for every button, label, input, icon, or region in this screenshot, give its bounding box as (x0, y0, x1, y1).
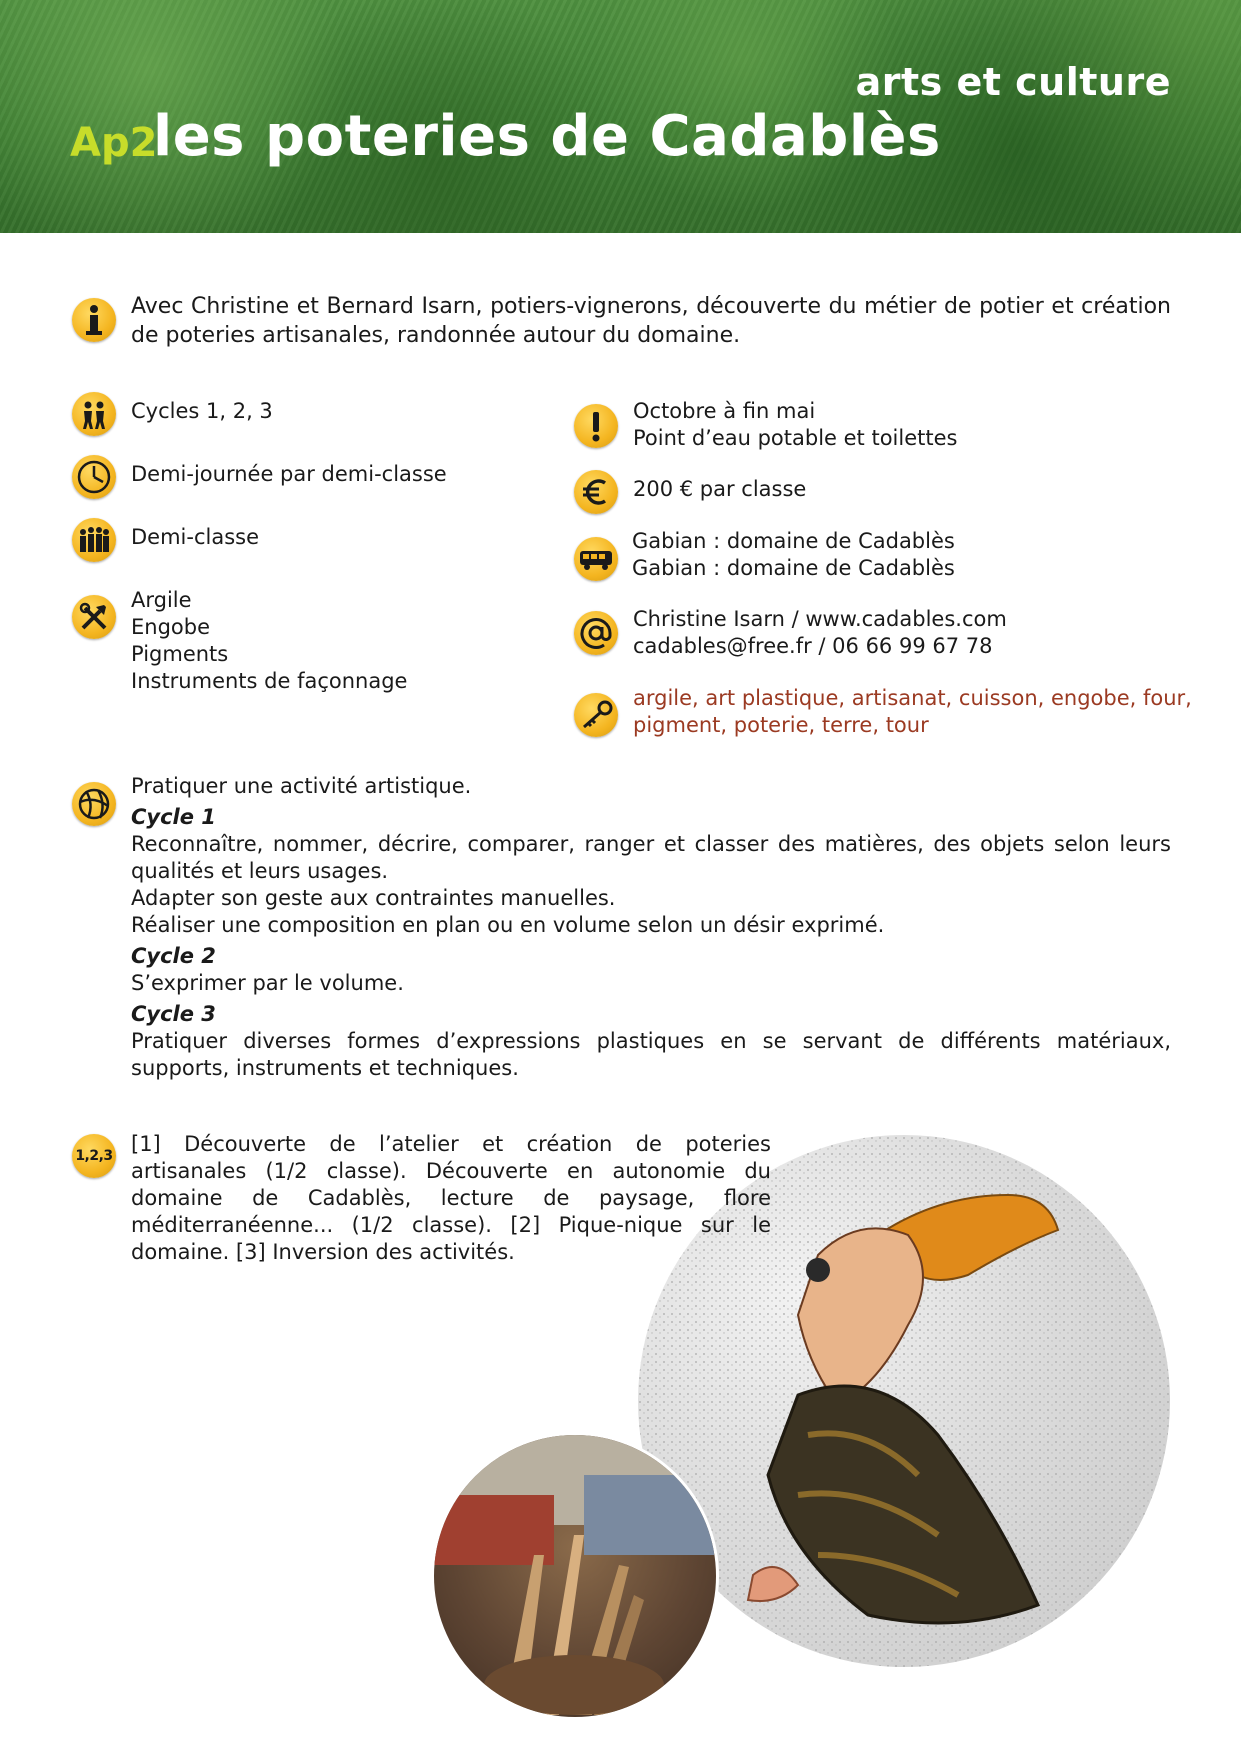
ball-icon (72, 782, 116, 826)
page-title: les poteries de Cadablès (153, 104, 941, 169)
cycle2-title: Cycle 2 (131, 944, 216, 968)
euro-icon (574, 470, 618, 514)
group-text: Demi-classe (131, 525, 260, 549)
section-tag: arts et culture (855, 60, 1171, 104)
cycle1-line: Réaliser une composition en plan ou en volume selon un désir exprimé. (131, 913, 885, 937)
cycle1-title: Cycle 1 (131, 805, 216, 829)
facilities-line: Point d’eau potable et toilettes (633, 426, 958, 450)
location-line: Gabian : domaine de Cadablès (632, 556, 955, 580)
info-icon (72, 298, 116, 342)
material-item: Engobe (131, 615, 211, 639)
objectives-intro: Pratiquer une activité artistique. (131, 774, 472, 798)
cycle3-title: Cycle 3 (131, 1002, 216, 1026)
period-line: Octobre à fin mai (633, 399, 816, 423)
contact-text (633, 606, 1007, 660)
contact-name-link: Christine Isarn / www.cadables.com (633, 607, 1007, 631)
location-line: Gabian : domaine de Cadablès (632, 529, 955, 553)
exclamation-icon (574, 404, 618, 448)
price-text: 200 € par classe (633, 477, 807, 501)
cycle2-line: S’exprimer par le volume. (131, 971, 404, 995)
contact-email-phone: cadables@free.fr / 06 66 99 67 78 (633, 634, 993, 658)
at-icon (574, 611, 618, 655)
material-item: Instruments de façonnage (131, 669, 408, 693)
header-banner (0, 0, 1241, 233)
activity-code: Ap2 (70, 120, 158, 166)
cycle3-line: Pratiquer diverses formes d’expressions plastiques en se servant de différents matériaux, supports, instruments et techniques. (131, 1029, 1171, 1080)
activities-text: [1] Découverte de l’atelier et création de poteries artisanales (1/2 classe). Découverte en autonomie du domaine de Cadablès, lecture de paysage, flore méditerranéenne... (1/2 classe). [2] Pique-nique sur le domaine. [3] Inversion des activités. (131, 1132, 771, 1264)
clock-icon (72, 455, 116, 499)
intro-text: Avec Christine et Bernard Isarn, potiers-vignerons, découverte du métier de potier et création de poteries artisanales, randonnée autour du domaine. (131, 294, 1171, 348)
materials-list (131, 587, 407, 695)
keywords-line: pigment, poterie, terre, tour (633, 713, 929, 737)
objectives-block (131, 773, 1171, 1082)
location-text (632, 528, 955, 582)
bus-icon (574, 537, 618, 581)
group-icon (72, 518, 116, 562)
program-badge: 1,2,3 (72, 1134, 116, 1178)
cycle1-line: Reconnaître, nommer, décrire, comparer, ranger et classer des matières, des objets selon leurs qualités et leurs usages. (131, 832, 1171, 883)
material-item: Pigments (131, 642, 229, 666)
keywords-text (633, 685, 1192, 739)
children-icon (72, 392, 116, 436)
tools-icon (72, 595, 116, 639)
key-icon (574, 693, 618, 737)
keywords-line: argile, art plastique, artisanat, cuisson, engobe, four, (633, 686, 1192, 710)
workshop-tools-photo (431, 1432, 719, 1720)
period-text (633, 398, 957, 452)
material-item: Argile (131, 588, 192, 612)
duration-text: Demi-journée par demi-classe (131, 462, 447, 486)
cycle1-line: Adapter son geste aux contraintes manuelles. (131, 886, 616, 910)
cycles-text: Cycles 1, 2, 3 (131, 399, 273, 423)
